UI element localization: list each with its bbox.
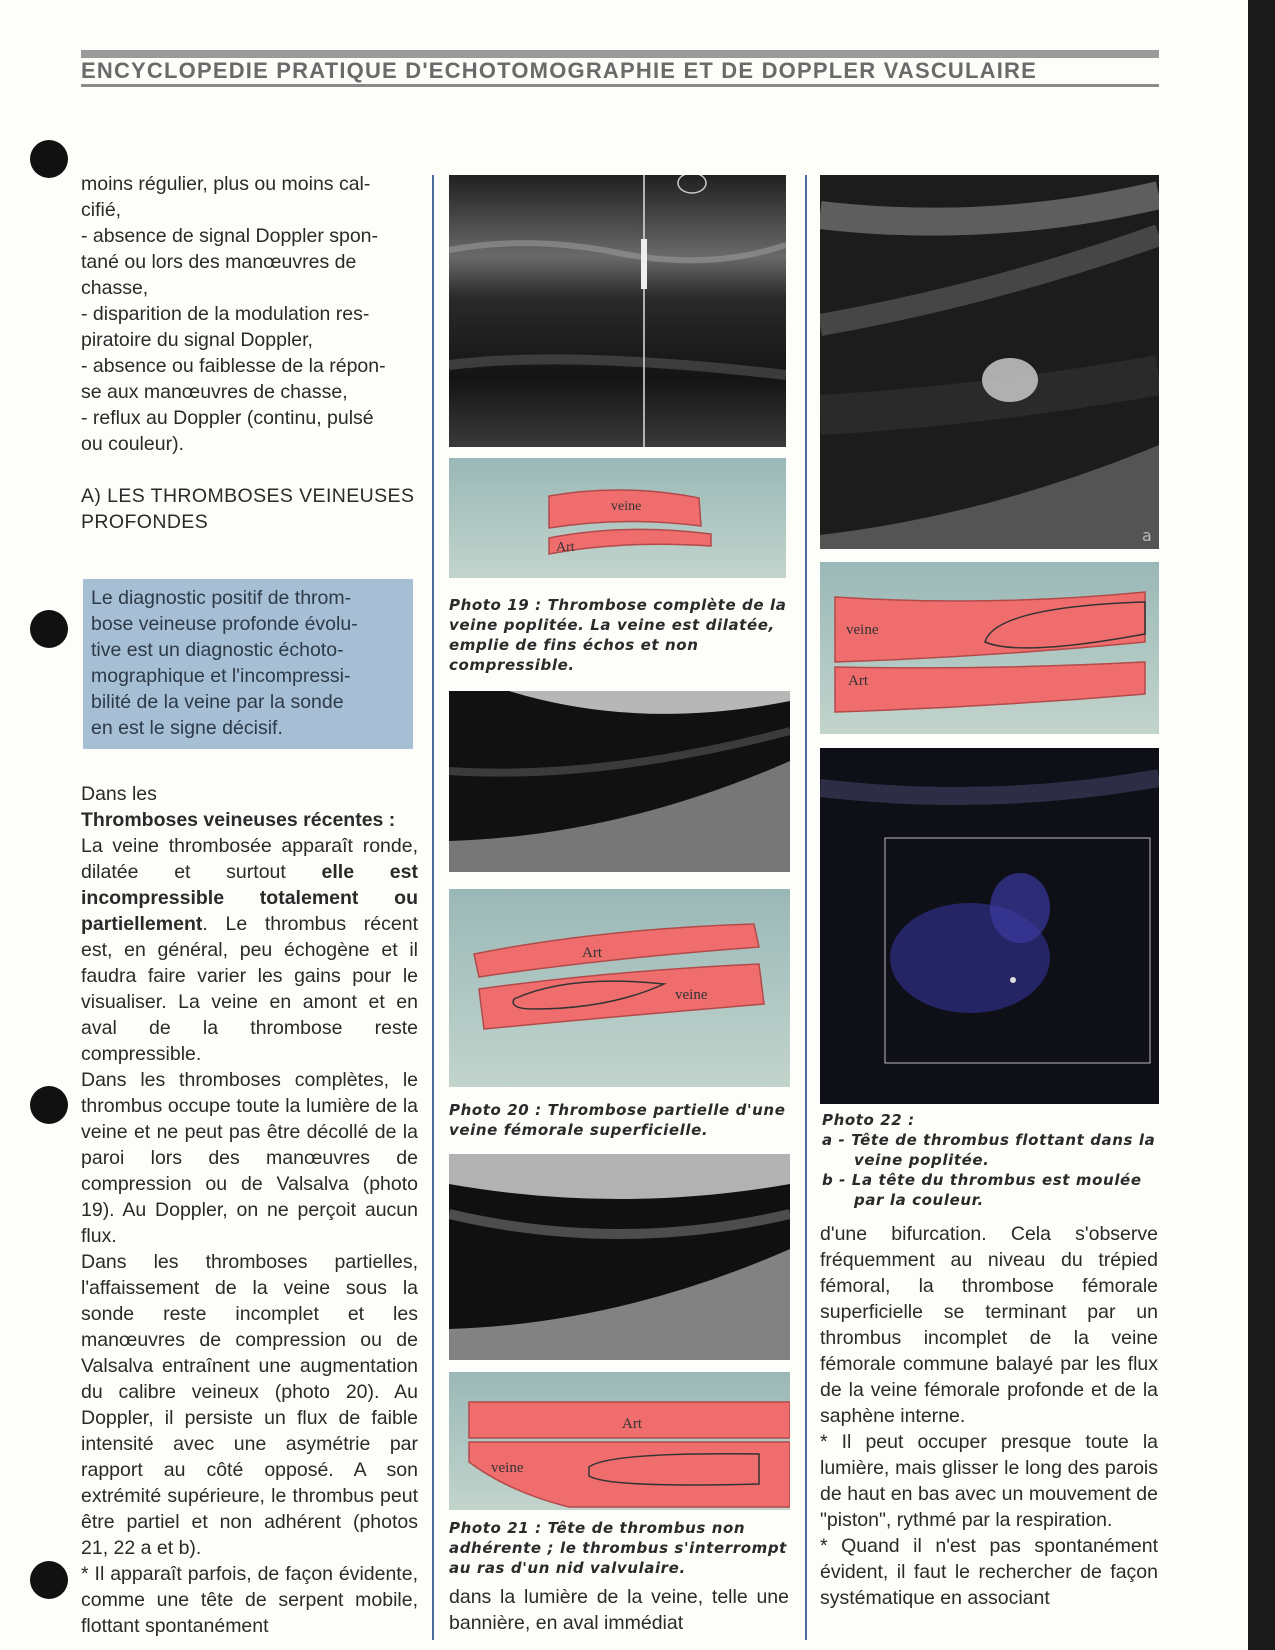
photo-caption: Photo 19 : Thrombose complète de la veine poplitée. La veine est dilatée, emplie de fins échos et non compressible. (449, 596, 787, 674)
paragraph: d'une bifurcation. Cela s'observe fréquemment au niveau du trépied fémoral, la thrombose fémorale superficielle se terminant par un thrombus incomplet de la veine fémorale commune balayé par les flux de la veine fémorale profonde et de la saphène interne. (820, 1223, 1158, 1427)
text-line: mographique et l'incompressi- (91, 665, 351, 687)
binder-hole (30, 1086, 68, 1124)
section-heading-line: PROFONDES (81, 511, 209, 533)
binder-hole (30, 1561, 68, 1599)
ultrasound-image (449, 1154, 790, 1360)
photo-caption (822, 1110, 1162, 1210)
text-line: piratoire du signal Doppler, (81, 329, 313, 351)
paragraph: Dans les thromboses complètes, le thrombus occupe toute la lumière de la veine et ne peut pas être décollé de la paroi lors des manœuvres de compression ou de Valsalva (photo 19). Au Doppler, on ne perçoit aucun flux. (81, 1069, 418, 1247)
text-line: - disparition de la modulation res- (81, 303, 370, 325)
column-rule (432, 175, 434, 1640)
body-text (820, 1221, 1158, 1611)
text-line: en est le signe décisif. (91, 717, 283, 739)
paragraph: Dans les (81, 783, 157, 805)
text-line: tané ou lors des manœuvres de (81, 251, 357, 273)
key-point-text (91, 585, 407, 741)
body-text (81, 781, 418, 1639)
paragraph: Dans les thromboses partielles, l'affaissement de la veine sous la sonde reste incomplet et les manœuvres de compression ou de Valsalva entraînent une augmentation du calibre veineux (photo 20). Au Doppler, il persiste un flux de faible intensité avec une asymétrie par rapport au côté opposé. A son extrémité supérieure, le thrombus peut être partiel et non adhérent (photos 21, 22 a et b). (81, 1251, 418, 1559)
text-line: cifié, (81, 199, 122, 221)
artery-label: Art (848, 673, 868, 689)
section-heading (81, 483, 418, 535)
text-line: bilité de la veine par la sonde (91, 691, 344, 713)
artery-label: Art (622, 1416, 642, 1432)
emphasis: elle est incompressible totalement ou partiellement (81, 861, 418, 935)
body-text: dans la lumière de la veine, telle une bannière, en aval immédiat (449, 1586, 789, 1634)
text-line: ou couleur). (81, 433, 184, 455)
header-bar (81, 50, 1159, 58)
text-line: Le diagnostic positif de throm- (91, 587, 352, 609)
caption-item: a - Tête de thrombus flottant dans la veine poplitée. (822, 1131, 1156, 1169)
ultrasound-image (449, 691, 790, 872)
ultrasound-image (820, 175, 1159, 549)
binder-hole (30, 610, 68, 648)
text-line: moins régulier, plus ou moins cal- (81, 173, 371, 195)
paragraph: * Il apparaît parfois, de façon évidente, comme une tête de serpent mobile, flottant spontanément (81, 1563, 418, 1637)
text-line: - absence de signal Doppler spon- (81, 225, 379, 247)
column-rule (805, 175, 807, 1640)
paragraph: * Il peut occuper presque toute la lumière, mais glisser le long des parois de haut en bas avec un mouvement de "piston", rythmé par la respiration. (820, 1431, 1158, 1531)
vein-label: veine (611, 499, 642, 514)
paragraph: * Quand il n'est pas spontanément évident, il faut le rechercher de façon systématique en associant (820, 1535, 1158, 1609)
section-heading-line: A) LES THROMBOSES VEINEUSES (81, 485, 415, 507)
text-line: chasse, (81, 277, 149, 299)
page-edge (1248, 0, 1275, 1650)
caption-title: Photo 22 : (822, 1111, 915, 1129)
vessel-diagram (449, 458, 786, 578)
header-rule (81, 84, 1159, 87)
vein-label: veine (846, 622, 879, 638)
vein-label: veine (675, 987, 708, 1003)
text-line: - absence ou faiblesse de la répon- (81, 355, 386, 377)
text-line: bose veineuse profonde évolu- (91, 613, 358, 635)
vein-label: veine (491, 1460, 524, 1476)
text-span: . Le thrombus récent est, en général, peu échogène et il faudra faire varier les gains pour le visualiser. La veine en amont et en aval de la thrombose reste compressible. (81, 913, 418, 1065)
text-line: - reflux au Doppler (continu, pulsé (81, 407, 374, 429)
running-header: ENCYCLOPEDIE PRATIQUE D'ECHOTOMOGRAPHIE ET DE DOPPLER VASCULAIRE (81, 58, 1038, 83)
text-line: tive est un diagnostic échoto- (91, 639, 344, 661)
vessel-diagram (449, 889, 790, 1087)
photo-caption: Photo 21 : Tête de thrombus non adhérente ; le thrombus s'interrompt au ras d'un nid valvulaire. (449, 1519, 787, 1577)
vessel-diagram (820, 562, 1159, 734)
text-line: se aux manœuvres de chasse, (81, 381, 348, 403)
color-doppler-image (820, 748, 1159, 1104)
binder-hole (30, 140, 68, 178)
paragraph (81, 833, 418, 1067)
criteria-list (81, 171, 418, 457)
artery-label: Art (556, 540, 575, 555)
caption-item: b - La tête du thrombus est moulée par la couleur. (822, 1171, 1142, 1209)
subheading: Thromboses veineuses récentes : (81, 809, 396, 831)
photo-caption: Photo 20 : Thrombose partielle d'une veine fémorale superficielle. (449, 1101, 786, 1139)
artery-label: Art (582, 945, 602, 961)
panel-label: a (1142, 526, 1152, 545)
ultrasound-image (449, 175, 786, 447)
text-span: La veine thrombosée apparaît ronde, dilatée et surtout (81, 835, 418, 883)
vessel-diagram (449, 1372, 790, 1510)
